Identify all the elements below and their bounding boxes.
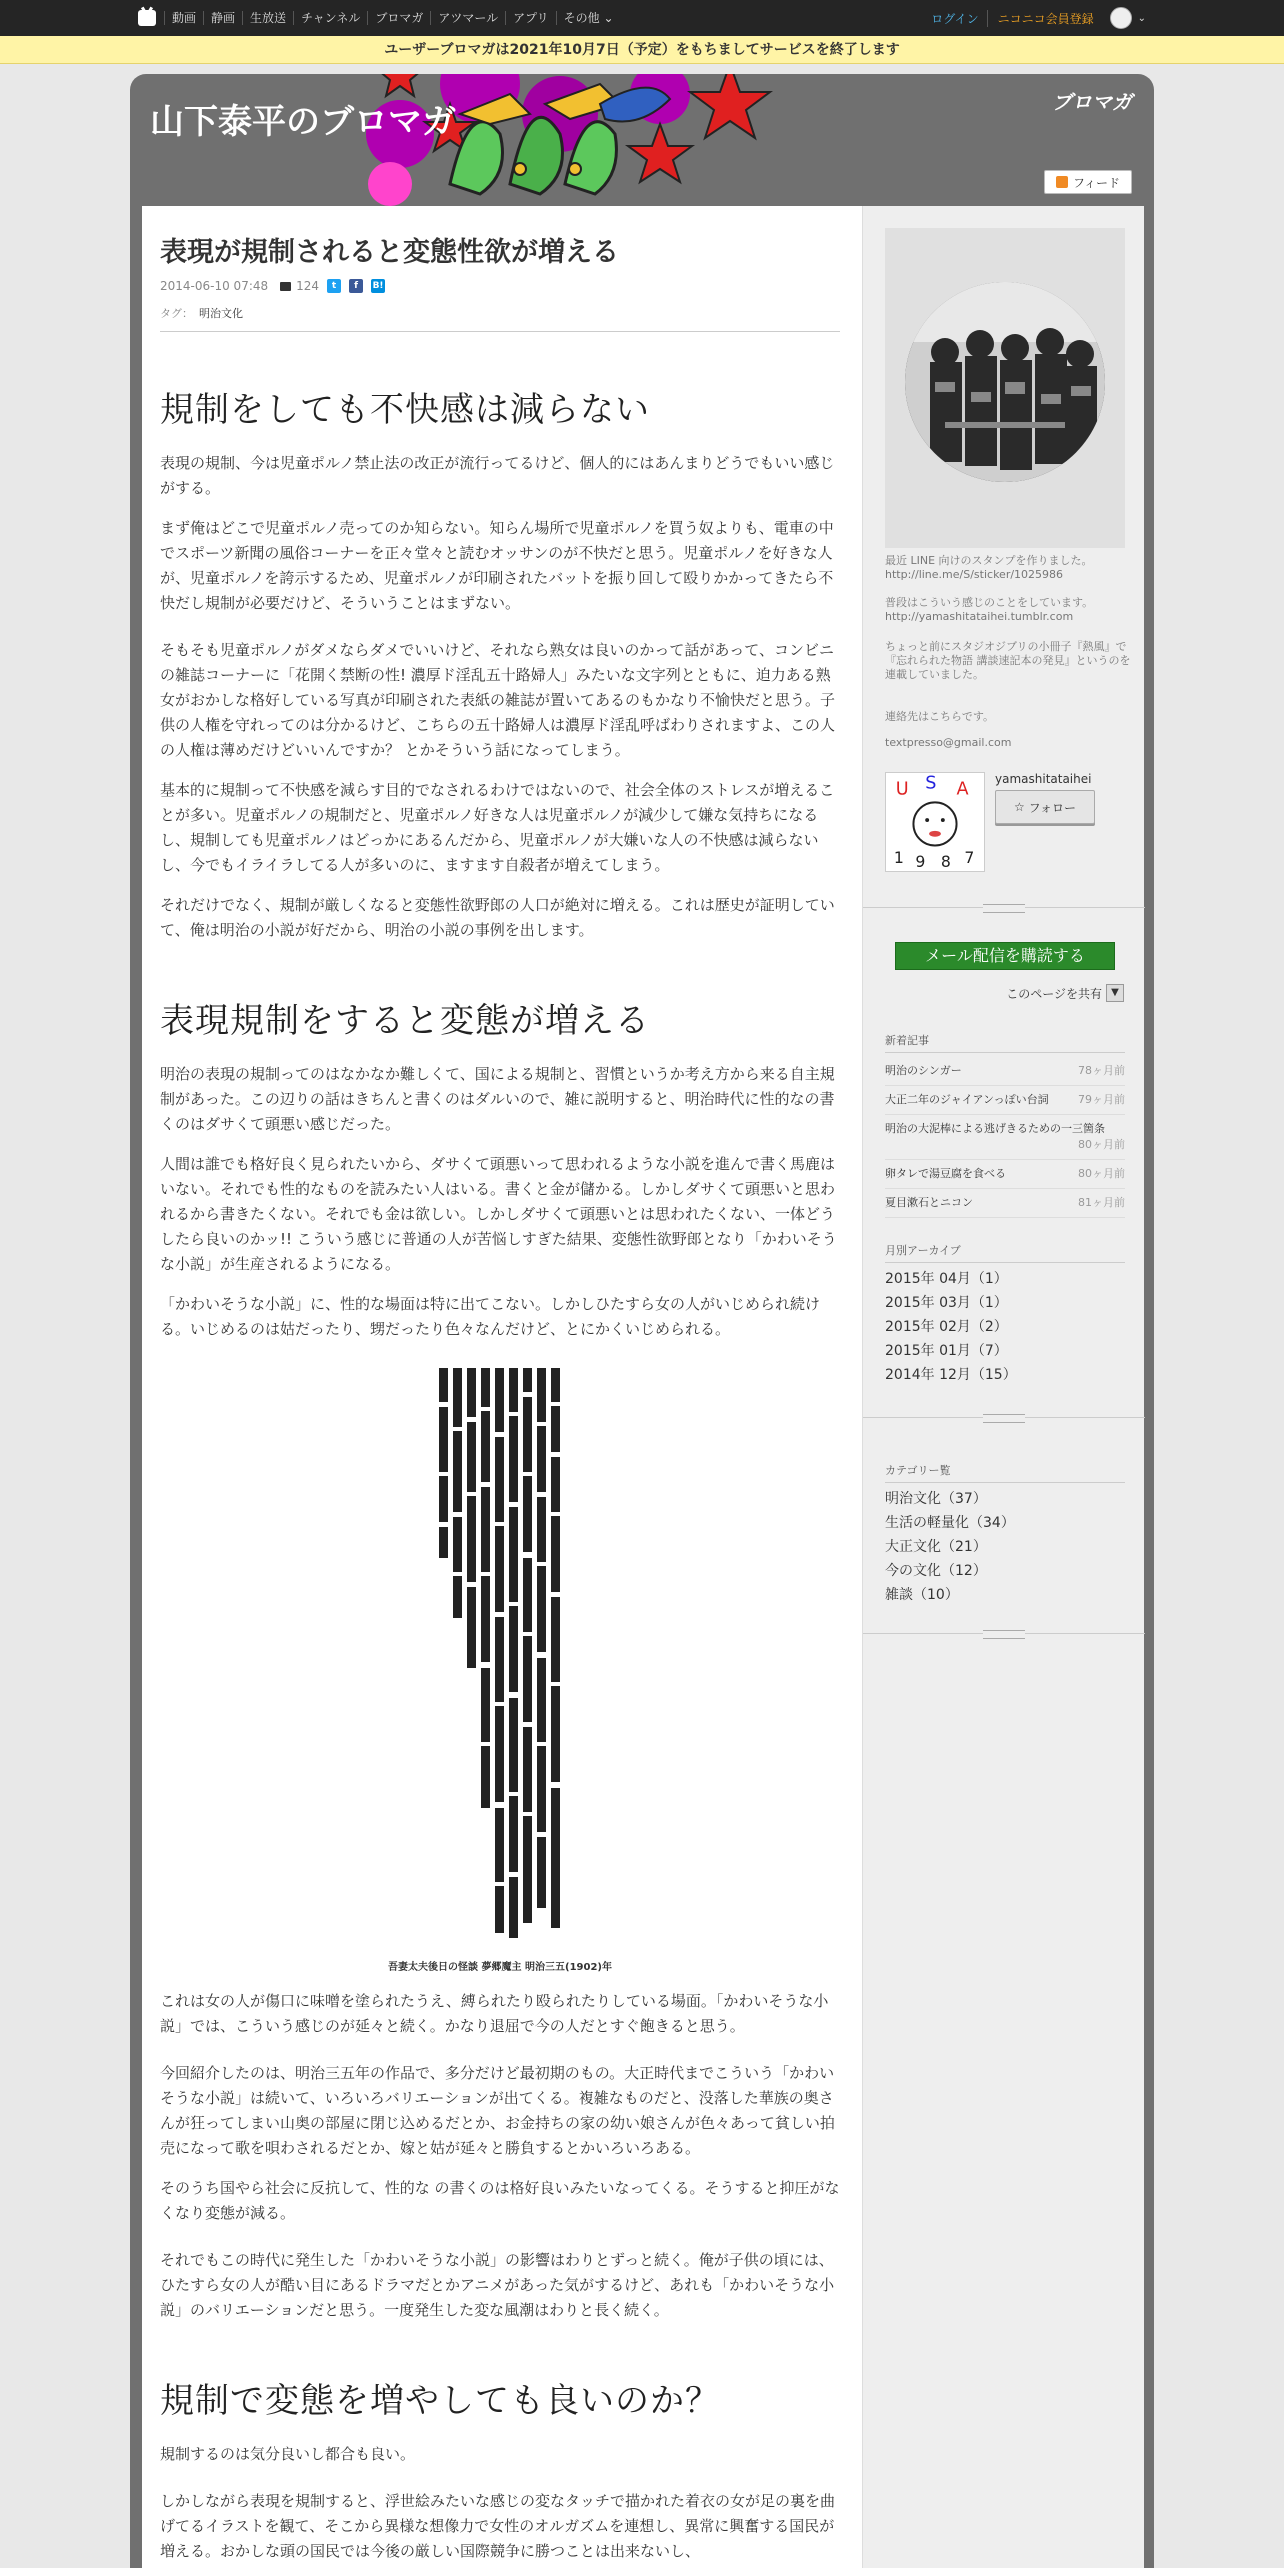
nav-link-live[interactable]: 生放送 — [242, 11, 293, 25]
feed-label: フィード — [1072, 175, 1121, 190]
paragraph: そのうち国やら社会に反抗して、性的な の書くのは格好良いみたいなってくる。そうすると抑圧がなくなり変態が減る。 — [160, 2179, 840, 2222]
article-meta — [160, 279, 840, 293]
svg-text:8: 8 — [940, 852, 951, 872]
paragraph: まず俺はどこで児童ポルノ売ってのか知らない。知らん場所で児童ポルノを買う奴よりも、電車の中でスポーツ新聞の風俗コーナーを正々堂々と読むオッサンのが不快だと思う。児童ポルノを好きな人が、児童ポルノを誇示するため、児童ポルノが印刷されたバットを振り回して殴りかかってきたら不快だし規制が必要だけど、そういうことはまずない。 — [160, 519, 834, 612]
svg-text:S: S — [925, 773, 937, 794]
nav-link-video[interactable]: 動画 — [164, 11, 203, 25]
recent-item[interactable]: 卵タレで湯豆腐を食べる 80ヶ月前 — [885, 1160, 1125, 1189]
niconico-logo-icon[interactable] — [138, 10, 156, 26]
category-list — [885, 1462, 1125, 1607]
nav-link-seiga[interactable]: 静画 — [203, 11, 242, 25]
section-divider — [863, 902, 1145, 914]
category-item[interactable]: 今の文化（12） — [885, 1563, 987, 1579]
nav-link-atsumaru[interactable]: アツマール — [430, 11, 505, 25]
feed-button[interactable] — [1044, 170, 1132, 194]
login-link[interactable]: ログイン — [931, 11, 979, 26]
service-end-notice: ユーザーブロマガは2021年10月7日（予定）をもちましてサービスを終了します — [0, 36, 1284, 64]
star-icon: ☆ — [1014, 800, 1029, 814]
share-dropdown-icon[interactable]: ▼ — [1106, 984, 1124, 1002]
recent-item[interactable]: 明治のシンガー 78ヶ月前 — [885, 1057, 1125, 1086]
svg-text:U: U — [895, 779, 909, 800]
recent-title: 新着記事 — [885, 1032, 1125, 1053]
section-divider — [863, 1628, 1145, 1640]
register-link[interactable]: ニコニコ会員登録 — [987, 10, 1104, 27]
profile-text-4: 連絡先はこちらです。 — [885, 710, 995, 723]
user-avatar[interactable] — [885, 772, 985, 872]
paragraph: しかしながら表現を規制すると、浮世絵みたいな感じの変なタッチで描かれた着衣の女が足の裏を曲げてるイラストを観て、そこから異様な想像力で女性のオルガズムを連想し、異常に興奮する国民が増える。おかしな頭の国民では今後の厳しい国際競争に勝つことは出来ないし、 — [160, 2492, 836, 2560]
profile-email: textpresso@gmail.com — [885, 736, 1012, 749]
archive-title: 月別アーカイブ — [885, 1242, 1125, 1263]
nav-account — [931, 7, 1146, 29]
rss-icon — [1056, 176, 1068, 188]
paragraph: 今回紹介したのは、明治三五年の作品で、多分だけど最初期のもの。大正時代までこういう「かわいそうな小説」は続いて、いろいろバリエーションが出てくる。複雑なものだと、没落した華族の奥さんが狂ってしまい山奥の部屋に閉じ込めるだとか、お金持ちの家の幼い娘さんが色々あって貧しい拍売になって歌を唄わされるだとか、嫁と姑が延々と勝負するとかいろいろある。 — [160, 2064, 835, 2157]
subscribe-button[interactable]: メール配信を購読する — [895, 942, 1115, 970]
paragraph: 明治の表現の規制ってのはなかなか難しくて、国による規制と、習慣というか考え方から来る自主規制があった。この辺りの話はきちんと書くのはダルいので、雑に説明すると、明治時代に性的なの書くのはダサくて頭悪い感じだった。 — [160, 1065, 835, 1133]
archive-item[interactable]: 2015年 04月（1） — [885, 1271, 1008, 1287]
sidebar — [862, 206, 1144, 2568]
paragraph: それだけでなく、規制が厳しくなると変態性欲野郎の人口が絶対に増える。これは歴史が証明していて、俺は明治の小説が好だから、明治の小説の事例を出します。 — [160, 896, 835, 939]
user-name[interactable]: yamashitataihei — [995, 772, 1092, 786]
paragraph: 基本的に規制って不快感を減らす目的でなされるわけではないので、社会全体のストレスが増えることが多い。児童ポルノの規制だと、児童ポルノ好きな人は児童ポルノが減少して嫌な気持ちになるし、規制しても児童ポルノはどっかにあるんだから、児童ポルノが大嫌いな人の不快感は減らないし、今でもイライラしてる人が多いのに、ますます自殺者が増えてしまう。 — [160, 781, 835, 874]
paragraph: それでもこの時代に発生した「かわいそうな小説」の影響はわりとずっと続く。俺が子供の頃には、ひたすら女の人が酷い目にあるドラマだとかアニメがあった気がするけど、あれも「かわいそうな小説」のバリエーションだと思う。一度発生した変な風潮はわりと長く続く。 — [160, 2251, 835, 2319]
paragraph: 人間は誰でも格好良く見られたいから、ダサくて頭悪いって思われるような小説を進んで書く馬鹿はいない。それでも性的なものを読みたい人はいる。書くと金が儲かる。しかしダサくて頭悪いと思われるから書きたくない。それでも金は欲しい。しかしダサくて頭悪いとは思われたくない、一体どうしたら良いのかッ!! こういう感じに普通の人が苦悩しすぎた結果、変態性欲野郎となり「かわいそうな小説」が生産されるようになる。 — [160, 1155, 837, 1273]
category-item[interactable]: 明治文化（37） — [885, 1491, 987, 1507]
blog-title[interactable]: 山下泰平のブロマガ — [150, 102, 456, 142]
user-row — [885, 772, 1125, 872]
comment-icon — [280, 282, 291, 291]
profile-text-2: 普段はこういう感じのことをしています。http://yamashitataihei.tumblr.com — [885, 596, 1094, 623]
archive-item[interactable]: 2014年 12月（15） — [885, 1367, 1017, 1383]
category-item[interactable]: 雑談（10） — [885, 1587, 959, 1603]
category-title: カテゴリー覧 — [885, 1462, 1125, 1483]
paragraph: これは女の人が傷口に味噌を塗られたうえ、縛られたり殴られたりしている場面。「かわいそうな小説」では、こういう感じのが延々と続く。かなり退屈で今の人だとすぐ飽きると思う。 — [160, 1992, 829, 2035]
follow-button[interactable] — [995, 790, 1095, 824]
article-tags — [160, 305, 840, 332]
comment-count[interactable]: 124 — [296, 279, 320, 293]
figure-caption: 吾妻太夫後日の怪談 夢郷魔主 明治三五(1902)年 — [388, 1962, 612, 1973]
profile-photo — [905, 282, 1105, 482]
paragraph: そもそも児童ポルノがダメならダメでいいけど、それなら熟女は良いのかって話があって、コンビニの雑誌コーナーに「花開く禁断の性! 濃厚ド淫乱五十路婦人」みたいな文字列とともに、迫力ある熟女がおかしな格好している写真が印刷された表紙の雑誌が置いてあるのもかなり不愉快だと思う。子供の人権を守れってのは分かるけど、こちらの五十路婦人は濃厚ド淫乱呼ばわりされますよ、この人の人権は薄めだけどいいんですか？ とかそういう話になってしまう。 — [160, 641, 836, 759]
nav-link-channel[interactable]: チャンネル — [293, 11, 367, 25]
archive-item[interactable]: 2015年 03月（1） — [885, 1295, 1008, 1311]
archive-item[interactable]: 2015年 01月（7） — [885, 1343, 1008, 1359]
paragraph: 「かわいそうな小説」に、性的な場面は特に出てこない。しかしひたすら女の人がいじめられ続ける。いじめるのは姑だったり、甥だったり色々なんだけど、とにかくいじめられる。 — [160, 1295, 821, 1338]
share-page — [1006, 984, 1124, 1002]
section-divider — [863, 1412, 1145, 1424]
nav-link-more[interactable]: その他 ⌄ — [556, 11, 621, 25]
chevron-down-icon: ⌄ — [603, 11, 614, 25]
svg-text:1: 1 — [893, 848, 904, 868]
archive-item[interactable]: 2015年 02月（2） — [885, 1319, 1008, 1335]
bromaga-logo[interactable]: ブロマガ — [1052, 90, 1132, 114]
section-heading: 規制で変態を増やしても良いのか？ — [160, 2381, 720, 2421]
category-item[interactable]: 大正文化（21） — [885, 1539, 987, 1555]
facebook-share-icon[interactable]: f — [349, 279, 363, 293]
article-date: 2014-06-10 07:48 — [160, 279, 269, 293]
recent-articles — [885, 1032, 1125, 1218]
nav-links — [164, 11, 621, 25]
account-chevron-down-icon[interactable]: ⌄ — [1137, 12, 1146, 24]
paragraph: 表現の規制、今は児童ポルノ禁止法の改正が流行ってるけど、個人的にはあんまりどうでもいい感じがする。 — [160, 454, 835, 497]
vertical-text-scan-image — [433, 1362, 567, 1946]
section-heading: 表現規制をすると変態が増える — [160, 1001, 650, 1041]
profile-text-3: ちょっと前にスタジオジブリの小冊子『熱風』で『忘れられた物語 講談速記本の発見』というのを連載していました。 — [885, 640, 1131, 681]
hatena-bookmark-icon[interactable]: B! — [372, 281, 384, 291]
tag-label: タグ： — [160, 307, 193, 320]
recent-item[interactable]: 夏目漱石とニコン 81ヶ月前 — [885, 1189, 1125, 1218]
profile-image-box — [885, 228, 1125, 548]
profile-text-1: 最近 LINE 向けのスタンプを作りました。http://line.me/S/sticker/1025986 — [885, 554, 1093, 581]
svg-text:A: A — [956, 779, 969, 800]
category-item[interactable]: 生活の軽量化（34） — [885, 1515, 1015, 1531]
svg-text:9: 9 — [915, 852, 926, 872]
nav-link-bromaga[interactable]: ブロマガ — [367, 11, 430, 25]
monthly-archive — [885, 1242, 1125, 1387]
figure — [160, 1362, 840, 1973]
recent-item[interactable]: 明治の大泥棒による逃げきるための一三箇条 80ヶ月前 — [885, 1115, 1125, 1160]
recent-item[interactable]: 大正二年のジャイアンっぽい台詞 79ヶ月前 — [885, 1086, 1125, 1115]
content-container — [130, 206, 1154, 2568]
article-title[interactable]: 表現が規制されると変態性欲が増える — [160, 237, 619, 268]
top-nav — [0, 0, 1284, 36]
svg-text:7: 7 — [964, 848, 975, 868]
twitter-share-icon[interactable]: t — [327, 279, 341, 293]
follow-label: フォロー — [1028, 800, 1076, 815]
share-page-label: このページを共有 — [1006, 986, 1102, 1001]
paragraph: 規制するのは気分良いし都合も良い。 — [160, 2445, 416, 2463]
section-heading: 規制をしても不快感は減らない — [160, 390, 650, 430]
nav-link-app[interactable]: アプリ — [505, 11, 556, 25]
article — [160, 230, 840, 2568]
blog-header — [130, 74, 1154, 206]
main-column — [142, 206, 862, 2568]
user-avatar-icon[interactable] — [1110, 7, 1132, 29]
tag-link[interactable]: 明治文化 — [199, 307, 243, 320]
